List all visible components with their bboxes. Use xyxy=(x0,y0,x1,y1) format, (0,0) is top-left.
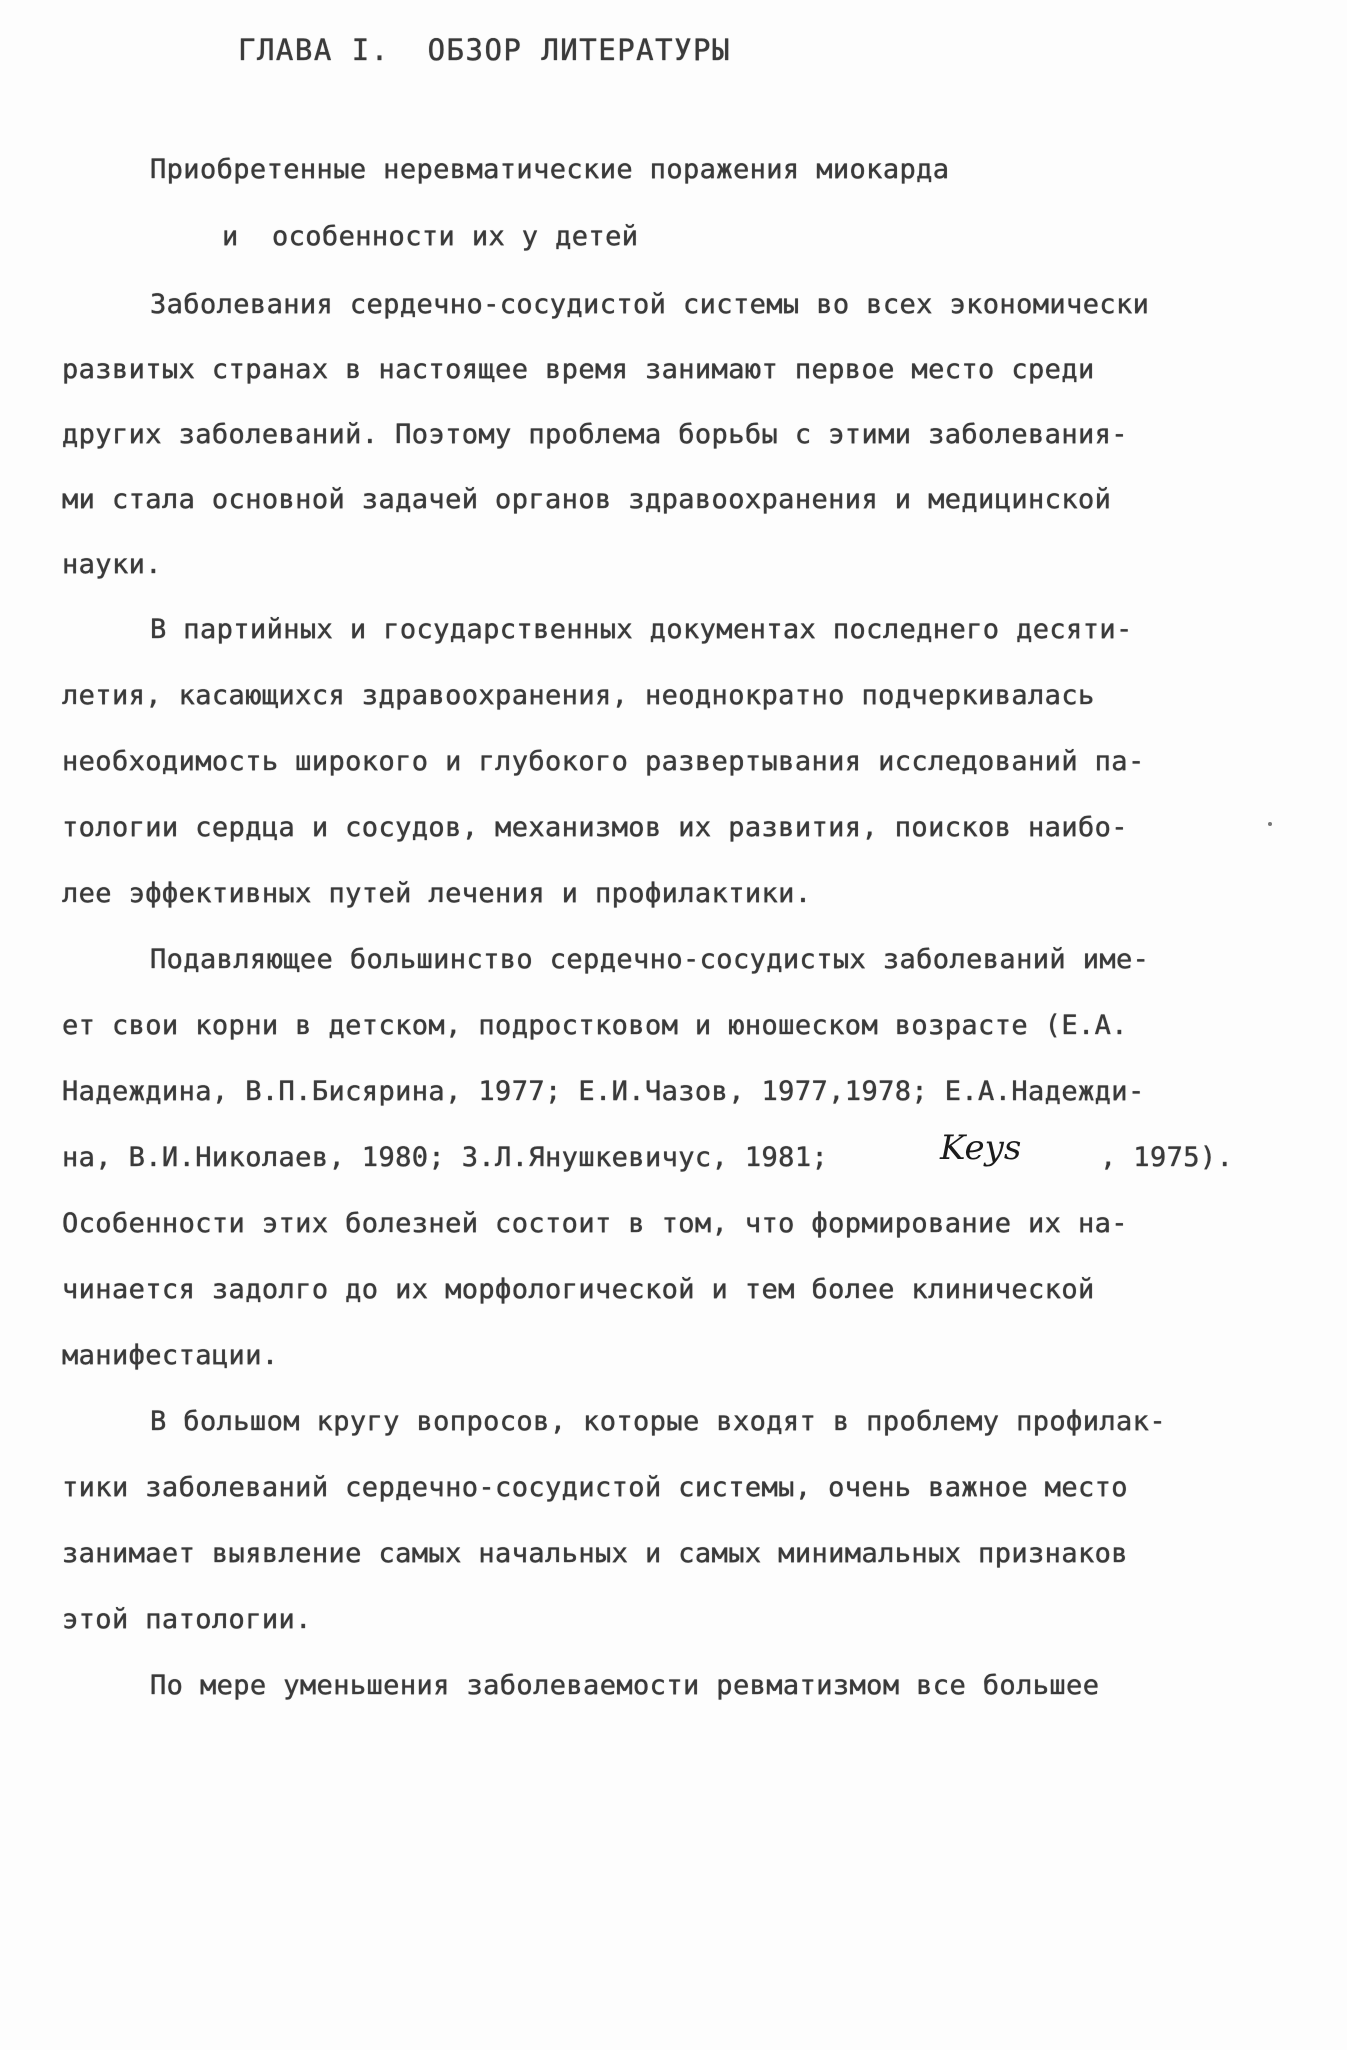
chapter-heading: ГЛАВА I. ОБЗОР ЛИТЕРАТУРЫ xyxy=(238,33,731,67)
citation-tail: , 1975). xyxy=(1100,1142,1234,1173)
body-line: тологии сердца и сосудов, механизмов их развития, поисков наибо- xyxy=(62,812,1128,843)
body-line: В большом кругу вопросов, которые входят в проблему профилак- xyxy=(150,1406,1166,1437)
body-line: В партийных и государственных документах последнего десяти- xyxy=(150,614,1133,645)
body-line: других заболеваний. Поэтому проблема борьбы с этими заболевания- xyxy=(62,419,1128,450)
body-line: Надеждина, В.П.Бисярина, 1977; Е.И.Чазов, 1977,1978; Е.А.Надежди- xyxy=(62,1076,1145,1107)
body-line: манифестации. xyxy=(62,1340,279,1371)
body-line: на, В.И.Николаев, 1980; З.Л.Янушкевичус, 1981; xyxy=(62,1142,829,1173)
body-line: тики заболеваний сердечно-сосудистой системы, очень важное место xyxy=(62,1472,1128,1503)
body-line: Подавляющее большинство сердечно-сосудистых заболеваний име- xyxy=(150,944,1150,975)
body-line: ми стала основной задачей органов здравоохранения и медицинской xyxy=(62,484,1112,515)
section-title-line-2: и особенности их у детей xyxy=(222,221,639,252)
body-line: По мере уменьшения заболеваемости ревматизмом все большее xyxy=(150,1670,1100,1701)
body-line: этой патологии. xyxy=(62,1604,312,1635)
body-line: занимает выявление самых начальных и самых минимальных признаков xyxy=(62,1538,1128,1569)
body-line: ет свои корни в детском, подростковом и юношеском возрасте (Е.А. xyxy=(62,1010,1128,1041)
body-line: развитых странах в настоящее время занимают первое место среди xyxy=(62,354,1095,385)
handwritten-author-name: Keys xyxy=(940,1128,1022,1168)
body-line: необходимость широкого и глубокого развертывания исследований па- xyxy=(62,746,1145,777)
body-line: летия, касающихся здравоохранения, неоднократно подчеркивалась xyxy=(62,680,1095,711)
body-line: лее эффективных путей лечения и профилактики. xyxy=(62,878,812,909)
body-line: Заболевания сердечно-сосудистой системы во всех экономически xyxy=(150,289,1150,320)
body-line: науки. xyxy=(62,549,162,580)
body-line: Особенности этих болезней состоит в том, что формирование их на- xyxy=(62,1208,1128,1239)
section-title-line-1: Приобретенные неревматические поражения миокарда xyxy=(150,154,950,185)
ink-speck xyxy=(1268,822,1272,826)
body-line: чинается задолго до их морфологической и тем более клинической xyxy=(62,1274,1095,1305)
